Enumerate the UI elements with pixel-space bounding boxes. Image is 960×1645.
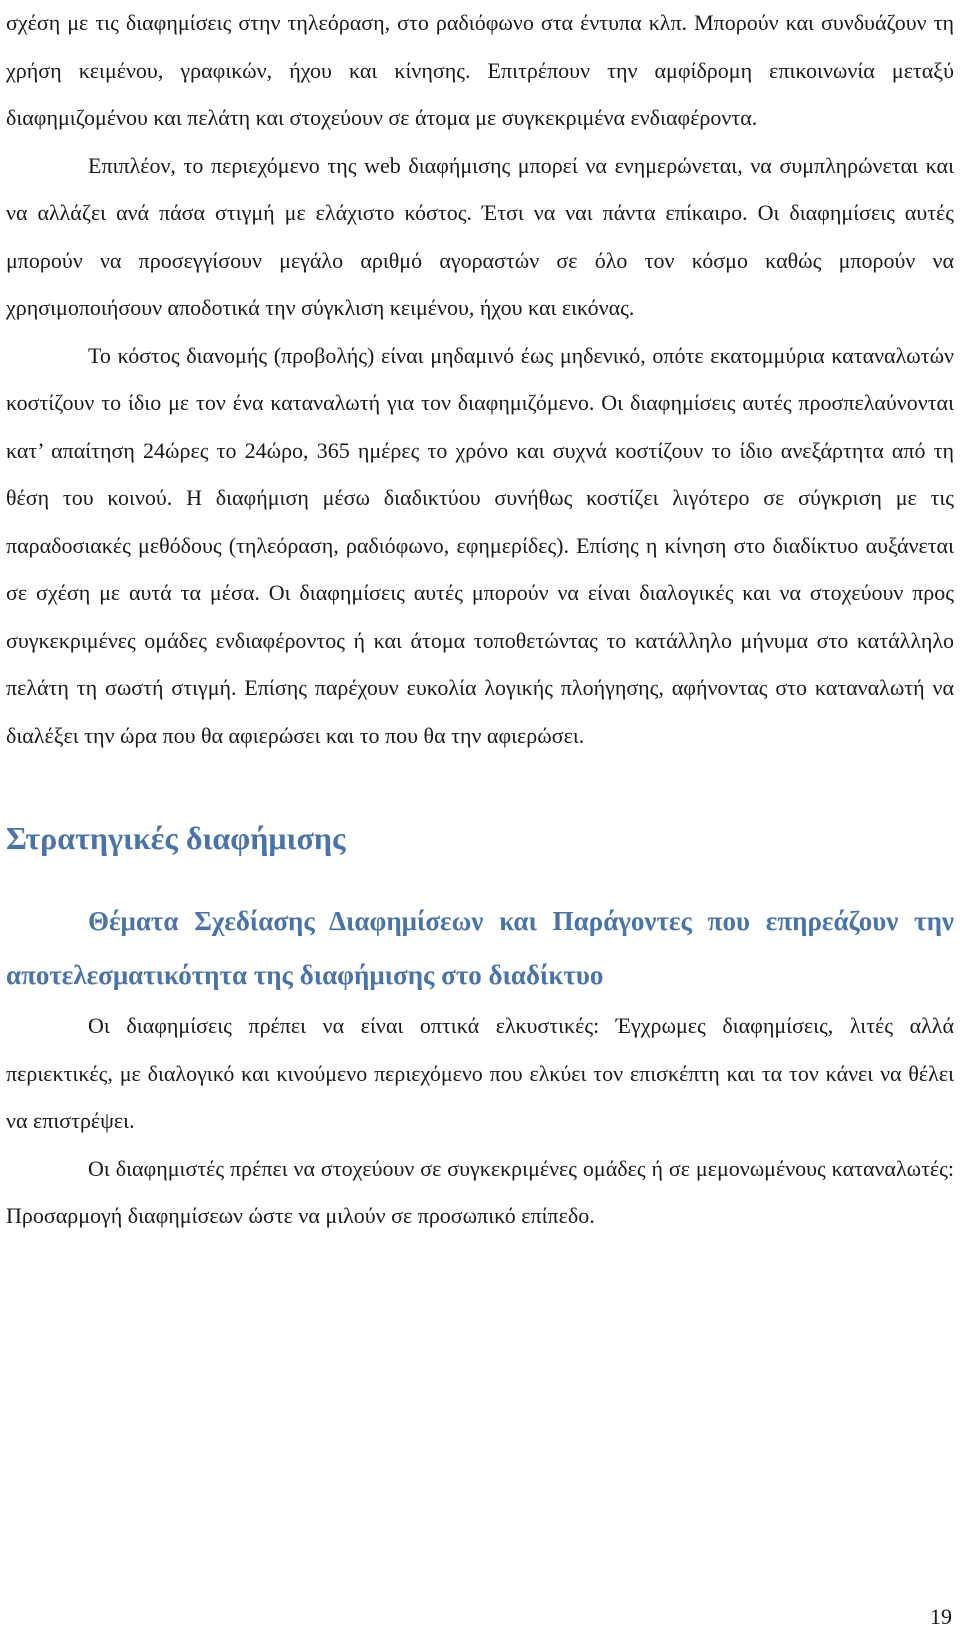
subsection-heading: Θέματα Σχεδίασης Διαφημίσεων και Παράγοντες που επηρεάζουν την αποτελεσματικότητα της διαφήμισης στο διαδίκτυο bbox=[6, 906, 954, 990]
document-page bbox=[6, 0, 954, 1240]
section-heading: Στρατηγικές διαφήμισης bbox=[6, 820, 346, 856]
body-paragraph-5: Οι διαφημιστές πρέπει να στοχεύουν σε συγκεκριμένες ομάδες ή σε μεμονωμένους καταναλωτές: Προσαρμογή διαφημίσεων ώστε να μιλούν σε προσωπικό επίπεδο. bbox=[6, 1155, 954, 1228]
body-paragraph-3: Το κόστος διανομής (προβολής) είναι μηδαμινό έως μηδενικό, οπότε εκατομμύρια καταναλωτών κοστίζουν το ίδιο με τον ένα καταναλωτή για τον διαφημιζόμενο. Οι διαφημίσεις αυτές προσπελαύνονται κατ’ απαίτηση 24ώρες το 24ώρο, 365 ημέρες το χρόνο και συχνά κοστίζουν το ίδιο ανεξάρτητα από τη θέση του κοινού. Η διαφήμιση μέσω διαδικτύου συνήθως κοστίζει λιγότερο σε σύγκριση με τις παραδοσιακές μεθόδους (τηλεόραση, ραδιόφωνο, εφημερίδες). Επίσης η κίνηση στο διαδίκτυο αυξάνεται σε σχέση με αυτά τα μέσα. Οι διαφημίσεις αυτές μπορούν να είναι διαλογικές και να στοχεύουν προς συγκεκριμένες ομάδες ενδιαφέροντος ή και άτομα τοποθετώντας το κατάλληλο μήνυμα στο κατάλληλο πελάτη τη σωστή στιγμή. Επίσης παρέχουν ευκολία λογικής πλοήγησης, αφήνοντας στο καταναλωτή να διαλέξει την ώρα που θα αφιερώσει και το που θα την αφιερώσει. bbox=[6, 342, 954, 748]
body-paragraph-1: σχέση με τις διαφημίσεις στην τηλεόραση, στο ραδιόφωνο στα έντυπα κλπ. Μπορούν και συνδυάζουν τη χρήση κειμένου, γραφικών, ήχου και κίνησης. Επιτρέπουν την αμφίδρομη επικοινωνία μεταξύ διαφημιζομένου και πελάτη και στοχεύουν σε άτομα με συγκεκριμένα ενδιαφέροντα. bbox=[6, 10, 954, 130]
page-number: 19 bbox=[930, 1604, 952, 1629]
body-paragraph-2: Επιπλέον, το περιεχόμενο της web διαφήμισης μπορεί να ενημερώνεται, να συμπληρώνεται και να αλλάζει ανά πάσα στιγμή με ελάχιστο κόστος. Έτσι να ναι πάντα επίκαιρο. Οι διαφημίσεις αυτές μπορούν να προσεγγίσουν μεγάλο αριθμό αγοραστών σε όλο τον κόσμο καθώς μπορούν να χρησιμοποιήσουν αποδοτικά την σύγκλιση κειμένου, ήχου και εικόνας. bbox=[6, 152, 954, 320]
body-paragraph-4: Οι διαφημίσεις πρέπει να είναι οπτικά ελκυστικές: Έγχρωμες διαφημίσεις, λιτές αλλά περιεκτικές, με διαλογικό και κινούμενο περιεχόμενο που ελκύει τον επισκέπτη και τα τον κάνει να θέλει να επιστρέψει. bbox=[6, 1013, 954, 1133]
